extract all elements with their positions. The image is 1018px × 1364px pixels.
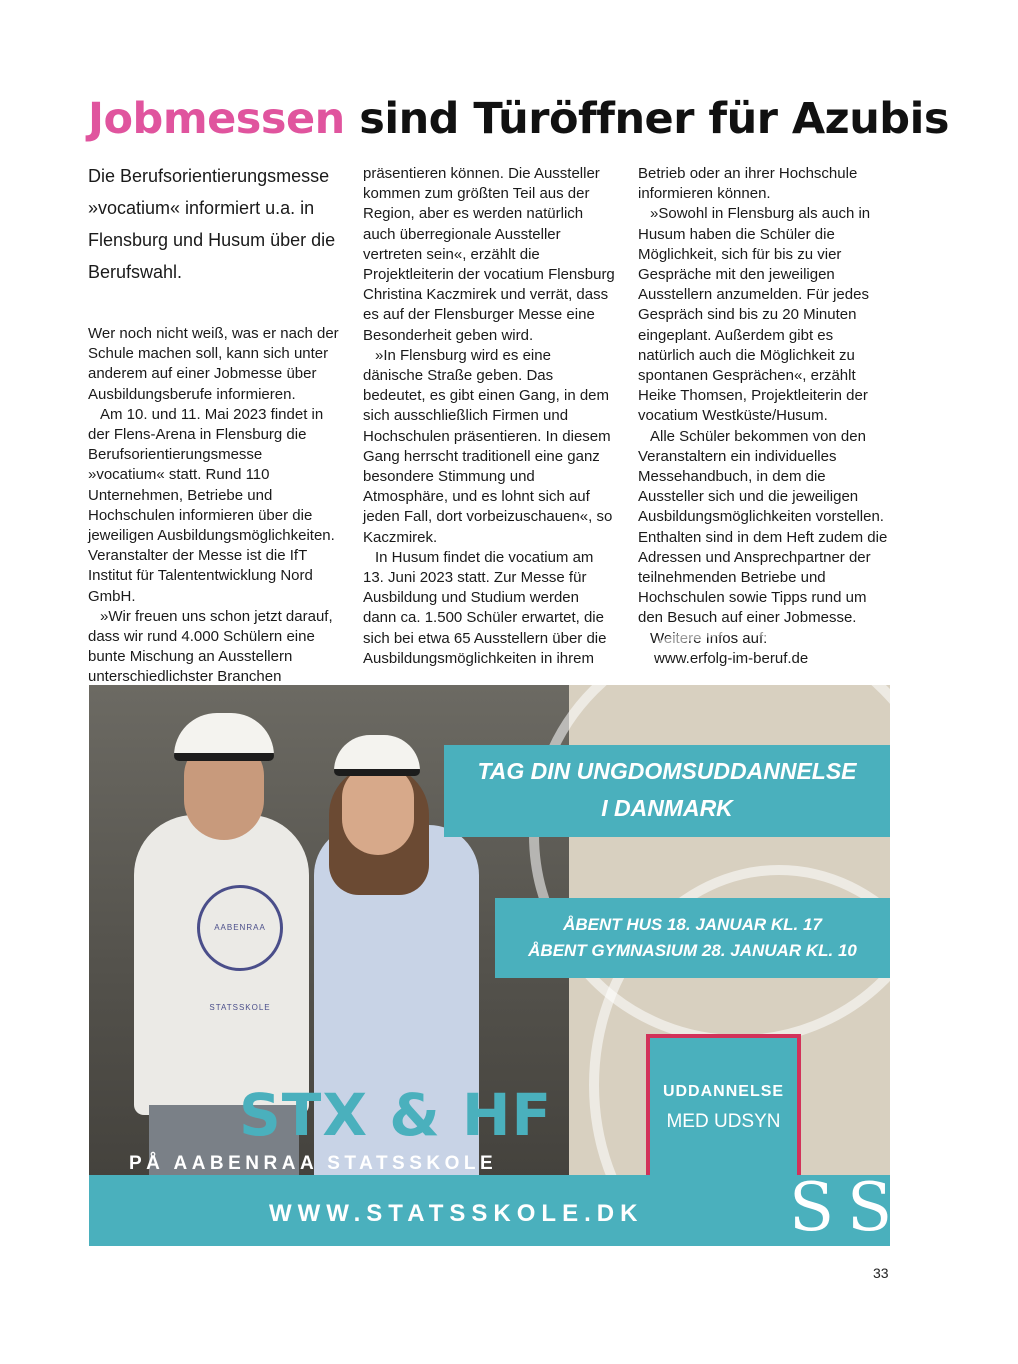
paragraph: »Wir freuen uns schon jetzt darauf, dass wir rund 4.000 Schülern eine bunte Mischung an Ausstellern unterschiedlichster Branchen bbox=[88, 607, 333, 686]
paragraph: Betrieb oder an ihrer Hochschule informieren können. bbox=[638, 165, 858, 203]
student-cap-icon bbox=[334, 735, 420, 776]
slogan-line: MED UDSYN bbox=[666, 1111, 781, 1132]
advertisement[interactable] bbox=[89, 685, 907, 1246]
ad-title-banner bbox=[444, 745, 890, 837]
open-house-date: ÅBENT HUS 18. JANUAR KL. 17 bbox=[563, 915, 822, 934]
slogan-box bbox=[646, 1034, 801, 1184]
article-column-2 bbox=[363, 164, 615, 669]
paragraph: Am 10. und 11. Mai 2023 findet in der Flens-Arena in Flensburg die Berufsorientierungsmesse »vocatium« statt. Rund 110 Unternehmen, Betriebe und Hochschulen informieren über die jeweiligen Ausbildungsmöglichkeiten. Veranstalter der Messe ist die IfT Institut für Talententwicklung Nord GmbH. bbox=[88, 405, 335, 605]
paragraph: »Sowohl in Flensburg als auch in Husum haben die Schüler die Möglichkeit, sich für bis zu vier Gespräche mit den jeweiligen Ausstellern anzumelden. Für jedes Gespräch sind bis zu 20 Minuten eingeplant. Außerdem gibt es natürlich auch die Möglichkeit zu spontanen Gesprächen«, erzählt Heike Thomsen, Projektleiterin der vocatium Westküste/Husum. bbox=[638, 205, 871, 425]
paragraph: präsentieren können. Die Aussteller kommen zum größten Teil aus der Region, aber es werden natürlich auch überregionale Aussteller vertreten sein«, erzählt die Projektleiterin der vocatium Flensburg Christina Kaczmirek und verrät, dass es auf der Flensburger Messe eine Besonderheit geben wird. bbox=[363, 165, 615, 344]
ship-logo-icon: AABENRAA STATSSKOLE bbox=[197, 885, 283, 971]
page-number: 33 bbox=[873, 1265, 889, 1281]
open-gymnasium-date: ÅBENT GYMNASIUM 28. JANUAR KL. 10 bbox=[528, 941, 857, 960]
paragraph: Weitere Infos auf: bbox=[650, 629, 768, 647]
slogan-line: UDDANNELSE bbox=[662, 1083, 785, 1100]
student-cap-icon bbox=[174, 713, 274, 761]
paragraph: In Husum findet die vocatium am 13. Juni 2023 statt. Zur Messe für Ausbildung und Studium werden dann ca. 1.500 Schüler erwartet, die sich bei etwa 65 Ausstellern über die Ausbildungsmöglichkeiten in ihrem bbox=[363, 548, 607, 667]
headline-rest: sind Türöffner für Azubis bbox=[344, 94, 949, 144]
student-girl-face bbox=[342, 765, 414, 855]
ad-headline: STX & HF bbox=[239, 1081, 553, 1149]
article-column-3 bbox=[638, 164, 890, 669]
school-url-link[interactable]: WWW.STATSSKOLE.DK bbox=[269, 1200, 644, 1227]
article-lead: Die Berufsorientierungsmesse »vocatium« informiert u.a. in Flensburg und Husum über die Berufswahl. bbox=[88, 166, 336, 282]
article-headline bbox=[88, 90, 968, 148]
headline-accent: Jobmessen bbox=[88, 94, 345, 144]
paragraph: Wer noch nicht weiß, was er nach der Schule machen soll, kann sich unter anderem auf einer Jobmesse über Ausbildungsberufe informieren. bbox=[88, 325, 339, 403]
article-column-1 bbox=[88, 160, 340, 688]
info-link[interactable]: www.erfolg-im-beruf.de bbox=[654, 649, 809, 667]
seal-letters: SS bbox=[789, 1169, 907, 1246]
ad-title-line: I DANMARK bbox=[601, 795, 733, 821]
paragraph: Alle Schüler bekommen von den Veranstaltern ein individuelles Messehandbuch, in dem die Aussteller sich und die jeweiligen Ausbildungsmöglichkeiten vorstellen. Enthalten sind in dem Heft zudem die Adressen und Ansprechpartner der teilnehmenden Betriebe und Hochschulen sowie Tipps rund um den Besuch auf einer Jobmesse. bbox=[638, 427, 888, 627]
paragraph: »In Flensburg wird es eine dänische Straße geben. Das bedeutet, es gibt einen Gang, in dem sich ausschließlich Firmen und Hochschulen präsentieren. In diesem Gang herrscht traditionell eine ganz besondere Stimmung und Atmosphäre, und es lohnt sich auf jeden Fall, dort vorbeizuschauen«, so Kaczmirek. bbox=[363, 346, 613, 546]
ad-dates-banner bbox=[495, 898, 890, 978]
ad-title-line: TAG DIN UNGDOMSUDDANNELSE bbox=[477, 758, 857, 784]
ad-subtitle: PÅ AABENRAA STATSSKOLE bbox=[129, 1153, 498, 1174]
